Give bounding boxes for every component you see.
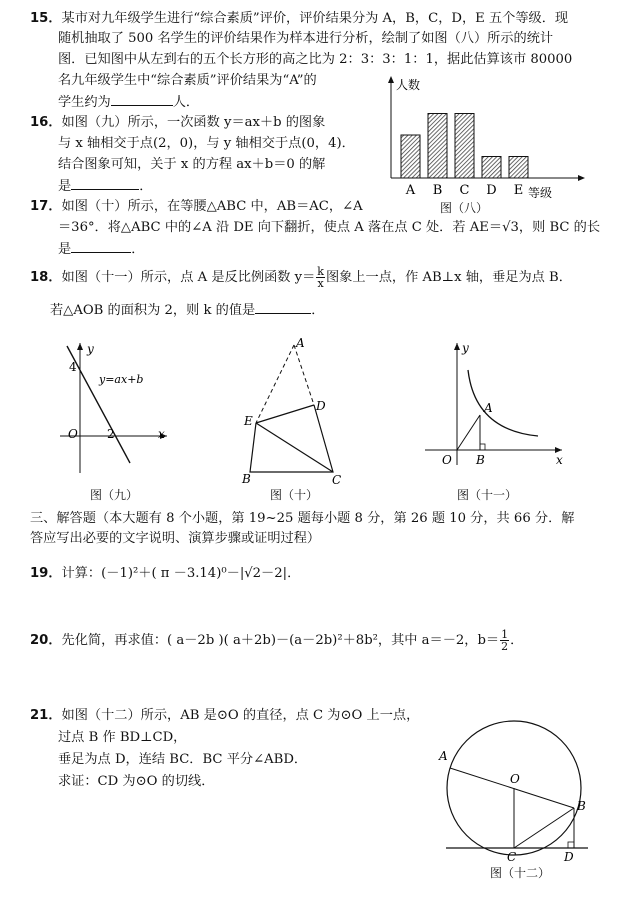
fig8-bar-chart [388, 74, 588, 199]
fig8-caption: 图（八） [440, 201, 489, 215]
q16-number: 16． [30, 115, 62, 130]
fig9-label-y: y [87, 342, 94, 356]
fig10-sides [250, 405, 333, 472]
fig9-label-2: 2 [107, 427, 115, 441]
fig11-curve [468, 370, 538, 436]
q21-line4: 求证：CD 为⊙O 的切线． [58, 774, 215, 789]
fig10-dash-ae [256, 345, 294, 423]
q17-text-2b: ，则 BC 的长 [518, 220, 601, 235]
q20-end: ． [510, 633, 524, 648]
q16-line3: 结合图象可知，关于 x 的方程 ax＋b＝0 的解 [58, 157, 326, 172]
q17-number: 17． [30, 199, 62, 214]
q17-text-2a: ＝36°．将△ABC 中的∠A 沿 DE 向下翻折，使点 A 落在点 C 处．若 AE＝ [58, 220, 503, 235]
q17-sqrt3: √3 [502, 220, 519, 235]
q15-line3: 图．已知图中从左到右的五个长方形的高之比为 2：3：3：1：1，据此估算该市 80000 [58, 52, 573, 67]
q19-number: 19． [30, 566, 62, 581]
q17-line3 [58, 240, 144, 259]
fig8-y-arrow-icon [388, 76, 394, 83]
q15-line1 [30, 10, 568, 28]
q15-line2: 随机抽取了 500 名学生的评价结果作为样本进行分析，绘制了如图（八）所示的统计 [58, 31, 554, 46]
fig10-label-c: C [332, 473, 342, 487]
fig8-tick-d: D [486, 183, 497, 198]
q17-text-3a: 是 [58, 242, 72, 257]
q21-line2: 过点 B 作 BD⊥CD， [58, 730, 187, 745]
q19-line [30, 565, 300, 583]
fig12-label-o: O [510, 772, 520, 786]
fig9-equation: y=ax+b [99, 373, 144, 386]
fig11-segment-oa [457, 415, 480, 450]
q16-text-4b: ． [139, 179, 153, 194]
fig12-right-angle [568, 842, 574, 848]
q20-number: 20． [30, 633, 62, 648]
fig8-bar-c [455, 114, 474, 179]
q18-text-1b: 图象上一点，作 AB⊥x 轴，垂足为点 B． [325, 270, 572, 285]
fig9-caption: 图（九） [90, 488, 139, 502]
q16-text-4a: 是 [58, 179, 72, 194]
q17-line1 [30, 198, 363, 216]
fig8-bar-e [509, 157, 528, 179]
fig9-linear-graph [55, 338, 185, 478]
q20-text: 先化简，再求值：( a－2b )( a＋2b)－(a－2b)²＋8b²，其中 a＝－2，b＝ [61, 633, 500, 648]
fig8-tick-a: A [405, 183, 416, 198]
fig11-label-a: A [484, 401, 493, 415]
q20-frac-denominator: 2 [501, 640, 509, 653]
fig11-label-x: x [556, 453, 563, 467]
q15-line5 [58, 93, 199, 112]
fig11-label-y: y [462, 341, 469, 355]
q17-text-3b: ． [131, 242, 145, 257]
q15-line4: 名九年级学生中“综合素质”评价结果为“A”的 [58, 73, 317, 88]
q18-text-2b: ． [311, 303, 325, 318]
q18-number: 18． [30, 270, 62, 285]
fig11-label-b: B [476, 453, 485, 467]
fig8-tick-b: B [432, 183, 443, 198]
q17-line2 [58, 219, 600, 237]
q21-line3: 垂足为点 D，连结 BC．BC 平分∠ABD． [58, 752, 308, 767]
fig10-label-e: E [244, 414, 253, 428]
q20-frac-numerator: 1 [501, 628, 509, 641]
q15-answer-blank[interactable] [111, 93, 173, 106]
q18-text-2a: 若△AOB 的面积为 2，则 k 的值是 [50, 303, 256, 318]
q18-frac-numerator: k [317, 265, 324, 278]
fig12-label-b: B [577, 799, 586, 813]
section3-line2: 答应写出必要的文字说明、演算步骤或证明过程） [30, 531, 321, 546]
fig10-triangle [240, 335, 360, 485]
q16-line1 [30, 114, 325, 132]
q15-number: 15． [30, 11, 62, 26]
fig9-label-x: x [158, 427, 165, 441]
q19-text: 计算：(－1)²＋( π －3.14)⁰－|√2－2|． [61, 566, 301, 581]
section3-line1: 三、解答题（本大题有 8 个小题，第 19~25 题每小题 8 分，第 26 题 10 分，共 66 分．解 [30, 511, 575, 526]
q18-frac-denominator: x [317, 277, 324, 290]
fig10-label-a: A [296, 336, 305, 350]
q16-text-1: 如图（九）所示，一次函数 y＝ax＋b 的图象 [61, 115, 326, 130]
fig8-tick-e: E [513, 183, 524, 198]
q15-text-5b: 人． [172, 95, 200, 110]
fig12-label-d: D [564, 850, 574, 864]
fig9-label-4: 4 [69, 360, 77, 374]
q18-text-1a: 如图（十一）所示，点 A 是反比例函数 y＝ [61, 270, 316, 285]
fig8-tick-c: C [459, 183, 470, 198]
fig9-y-arrow-icon [77, 343, 83, 350]
q18-line1 [30, 265, 572, 291]
fig8-bar-b [428, 114, 447, 179]
q15-text-5a: 学生约为 [58, 95, 111, 110]
q17-text-1: 如图（十）所示，在等腰△ABC 中，AB＝AC，∠A [61, 199, 363, 214]
fig10-caption: 图（十） [270, 488, 319, 502]
q18-fraction [316, 266, 325, 289]
fig12-label-a: A [439, 749, 448, 763]
fig11-caption: 图（十一） [457, 488, 518, 502]
fig9-label-o: O [68, 427, 78, 441]
q18-line2 [50, 301, 324, 320]
fig10-dash-ad [294, 345, 314, 405]
fig11-right-angle [480, 444, 485, 450]
fig12-caption: 图（十二） [490, 866, 551, 880]
fig8-x-arrow-icon [578, 175, 585, 181]
fig12-label-c: C [507, 850, 517, 864]
fig8-bars [401, 114, 528, 199]
q17-answer-blank[interactable] [71, 240, 131, 253]
fig8-bar-a [401, 135, 420, 178]
fig12-segment-bc [514, 808, 574, 848]
fig8-ylabel: 人数 [396, 78, 421, 92]
fig10-fold-de [256, 405, 314, 423]
fig11-label-o: O [442, 453, 452, 467]
fig11-inverse-graph [420, 340, 570, 470]
fig10-label-b: B [242, 472, 251, 486]
fig11-y-arrow-icon [454, 343, 460, 350]
fig8-xlabel: 等级 [528, 186, 553, 200]
q15-text-1: 某市对九年级学生进行“综合素质”评价，评价结果分为 A，B，C，D，E 五个等级．现 [61, 11, 569, 26]
q20-line [30, 628, 523, 654]
q16-answer-blank[interactable] [71, 177, 139, 190]
fig12-circle-figure [436, 728, 596, 863]
fig10-label-d: D [316, 399, 326, 413]
q20-fraction [500, 629, 509, 652]
q21-text-1: 如图（十二）所示，AB 是⊙O 的直径，点 C 为⊙O 上一点， [61, 708, 420, 723]
q21-number: 21． [30, 708, 62, 723]
q16-line4 [58, 177, 152, 196]
q18-answer-blank[interactable] [255, 301, 311, 314]
q21-line1 [30, 707, 419, 725]
q16-line2: 与 x 轴相交于点(2，0)，与 y 轴相交于点(0，4)． [58, 136, 355, 151]
fig8-bar-d [482, 157, 501, 179]
